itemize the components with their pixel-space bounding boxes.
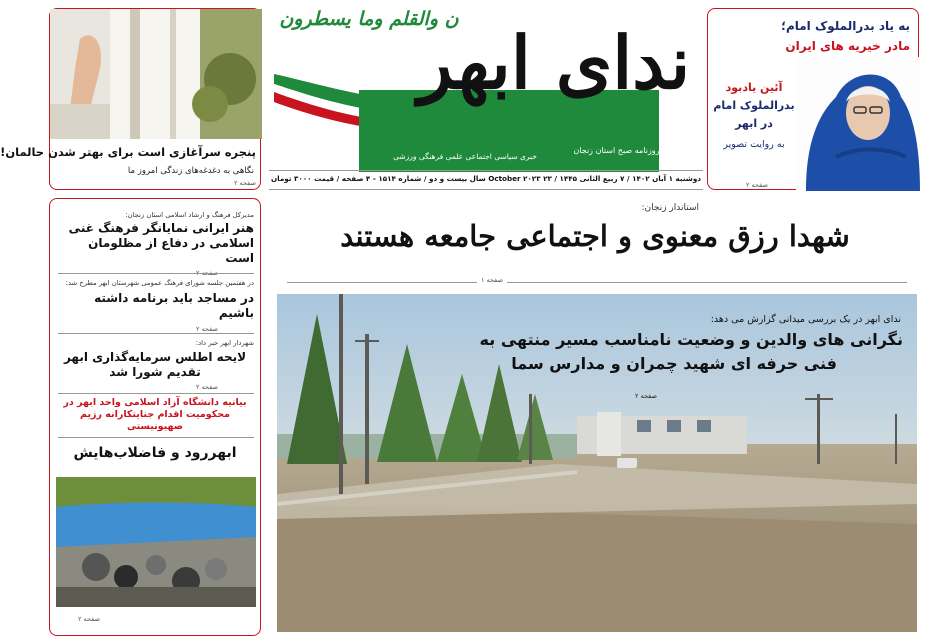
top-right-line2: مادر خیریه های ایران <box>785 39 910 53</box>
top-right-inner2: بدرالملوک امام <box>713 99 795 112</box>
sidebar-item[interactable] <box>56 279 254 333</box>
sidebar-divider <box>58 273 254 274</box>
top-left-teaser[interactable] <box>0 8 261 190</box>
top-left-headline: پنجره سرآغازی است برای بهتر شدن حالمان! <box>0 145 256 159</box>
sidebar-item[interactable] <box>56 397 254 433</box>
sidebar-kicker: در هفتمین جلسه شورای فرهنگ عمومی شهرستان ابهر مطرح شد: <box>65 279 254 287</box>
sidebar-page: صفحه ۲ <box>196 269 219 277</box>
subtitle-1: روزنامه صبح استان زنجان <box>573 146 660 155</box>
top-left-sub: نگاهی به دغدغه‌های زندگی امروز ما <box>127 166 254 176</box>
main-divider <box>287 282 907 283</box>
sidebar-divider <box>58 333 254 334</box>
top-right-teaser[interactable] <box>707 8 919 190</box>
sidebar-kicker: شهردار ابهر خبر داد: <box>195 339 254 347</box>
main-kicker: استاندار زنجان: <box>641 203 699 213</box>
top-right-inner4: به روایت تصویر <box>723 139 785 150</box>
top-right-line1: به یاد بدرالملوک امام؛ <box>781 19 910 33</box>
sidebar-headline: در مساجد باید برنامه داشته باشیم <box>94 291 254 320</box>
masthead <box>269 6 699 190</box>
sidebar-page: صفحه ۲ <box>196 383 219 391</box>
dateline-bar <box>269 170 703 190</box>
sidebar-headline: هنر ایرانی نمایانگر فرهنگ غنی اسلامی در دفاع از مظلومان است <box>68 221 254 265</box>
portrait-photo <box>796 57 920 191</box>
sidebar-headline: لایحه اطلس سرمایه‌گذاری ابهر تقدیم شورا شد <box>63 350 247 379</box>
top-left-page: صفحه ۲ <box>233 179 256 187</box>
main-page: صفحه ۱ <box>477 276 507 284</box>
dateline-left: سال بیست و دو / شماره ۱۵۱۴ - ۴ صفحه / قیمت ۳۰۰۰ تومان <box>271 174 486 183</box>
main-headline[interactable]: شهدا رزق معنوی و اجتماعی جامعه هستند <box>340 219 850 253</box>
sidebar-page: صفحه ۲ <box>77 615 100 623</box>
sidebar-page: صفحه ۲ <box>196 325 219 333</box>
sidebar-divider <box>58 393 254 394</box>
sidebar-divider <box>58 437 254 438</box>
subtitle-2: خبری سیاسی اجتماعی علمی فرهنگی ورزشی <box>393 152 537 161</box>
window-photo <box>50 9 262 139</box>
top-right-inner1: آئین یادبود <box>725 81 783 94</box>
sidebar-kicker: مدیرکل فرهنگ و ارشاد اسلامی استان زنجان: <box>125 211 254 219</box>
sidebar-item[interactable] <box>56 211 254 277</box>
left-sidebar <box>49 198 261 636</box>
sidebar-headline[interactable]: ابهررود و فاضلاب‌هایش <box>73 445 237 461</box>
motto: ن والقلم وما يسطرون <box>279 8 459 30</box>
photo-page: صفحه ۲ <box>634 392 657 400</box>
top-right-inner3: در ابهر <box>735 117 773 130</box>
river-photo <box>56 477 256 607</box>
photo-story[interactable] <box>277 294 917 632</box>
top-right-page: صفحه ۲ <box>745 181 768 189</box>
newspaper-title: ندای ابهر <box>417 20 691 105</box>
photo-headline-2: فنی حرفه ای شهید چمران و مدارس سما <box>511 354 837 373</box>
sidebar-item[interactable] <box>56 339 254 391</box>
dateline-right: دوشنبه ۱ آبان ۱۴۰۲ / ۷ ربیع الثانی ۱۴۴۵ / ۲۳ October ۲۰۲۳ <box>488 174 701 183</box>
photo-kicker: ندای ابهر در یک بررسی میدانی گزارش می دهد: <box>710 314 901 325</box>
photo-headline-1: نگرانی های والدین و وضعیت نامناسب مسیر منتهی به <box>479 330 903 349</box>
sidebar-headline: بیانیه دانشگاه آزاد اسلامی واحد ابهر در محکومیت اقدام جنایتکارانه رژیم صهیونیستی <box>63 397 247 432</box>
